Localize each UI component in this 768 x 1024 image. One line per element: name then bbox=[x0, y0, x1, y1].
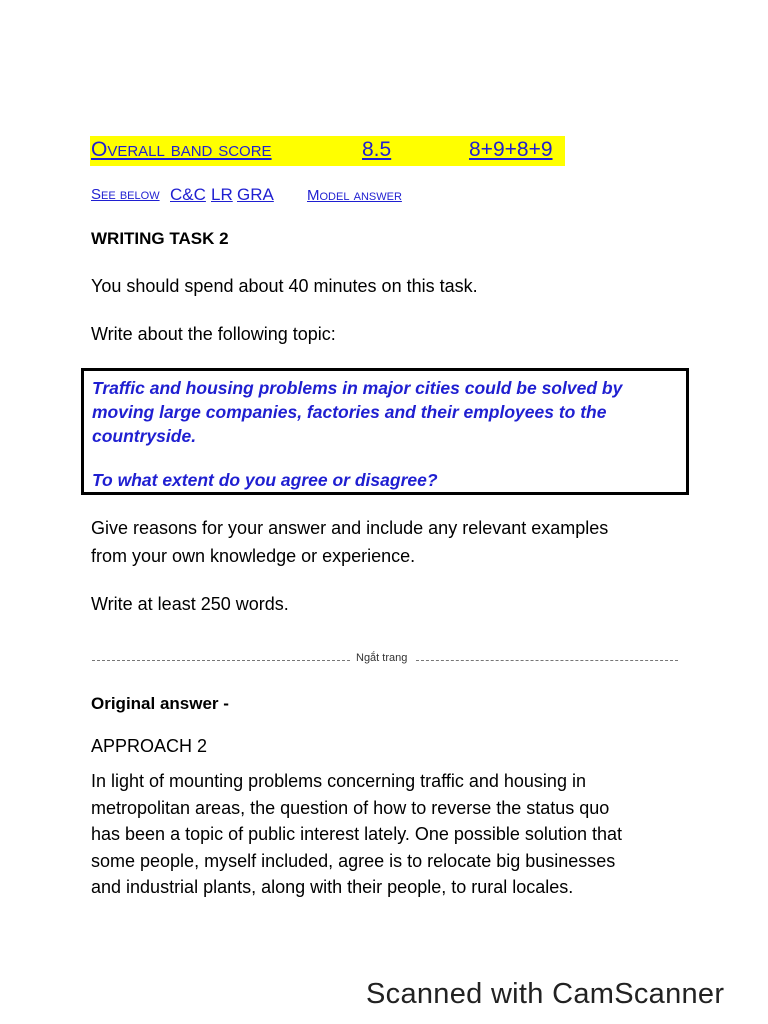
reasons-instruction-line: from your own knowledge or experience. bbox=[91, 546, 416, 566]
answer-line: has been a topic of public interest lately. One possible solution that bbox=[91, 824, 622, 844]
gra-link[interactable]: GRA bbox=[237, 185, 274, 204]
reasons-instruction-line: Give reasons for your answer and include any relevant examples bbox=[91, 518, 609, 538]
overall-band-score-label[interactable]: Overall band score bbox=[91, 138, 272, 161]
word-count-instruction: Write at least 250 words. bbox=[91, 594, 289, 614]
approach-heading: APPROACH 2 bbox=[91, 736, 208, 756]
lr-link[interactable]: LR bbox=[211, 185, 233, 204]
page-break-rule-right bbox=[416, 660, 678, 661]
prompt-box bbox=[81, 368, 689, 495]
see-below-link[interactable]: See below bbox=[91, 186, 160, 203]
answer-line: some people, myself included, agree is to relocate big businesses bbox=[91, 850, 616, 871]
model-answer-link[interactable]: Model answer bbox=[307, 187, 402, 204]
score-breakdown[interactable]: 8+9+8+9 bbox=[469, 138, 553, 161]
page-break bbox=[92, 652, 678, 668]
task-heading: WRITING TASK 2 bbox=[91, 229, 229, 248]
cc-link[interactable]: C&C bbox=[170, 185, 206, 204]
original-answer-label: Original answer - bbox=[91, 694, 229, 713]
answer-line: metropolitan areas, the question of how to reverse the status quo bbox=[91, 797, 610, 818]
answer-paragraph bbox=[91, 768, 622, 901]
page-break-rule-left bbox=[92, 660, 350, 661]
time-instruction: You should spend about 40 minutes on this task. bbox=[91, 276, 478, 296]
criteria-links bbox=[91, 186, 160, 204]
prompt-line: Traffic and housing problems in major cities could be solved by bbox=[92, 378, 623, 398]
overall-band-score-value[interactable]: 8.5 bbox=[362, 138, 392, 161]
prompt-question: To what extent do you agree or disagree? bbox=[92, 470, 438, 490]
prompt-line: countryside. bbox=[92, 426, 197, 446]
topic-intro: Write about the following topic: bbox=[91, 324, 336, 344]
overall-score-banner bbox=[90, 136, 565, 166]
answer-line: and industrial plants, along with their people, to rural locales. bbox=[91, 877, 574, 897]
camscanner-watermark: Scanned with CamScanner bbox=[366, 978, 725, 1010]
answer-line: In light of mounting problems concerning traffic and housing in bbox=[91, 771, 586, 791]
prompt-line: moving large companies, factories and their employees to the bbox=[92, 402, 607, 422]
page-break-label: Ngắt trang bbox=[356, 652, 408, 664]
